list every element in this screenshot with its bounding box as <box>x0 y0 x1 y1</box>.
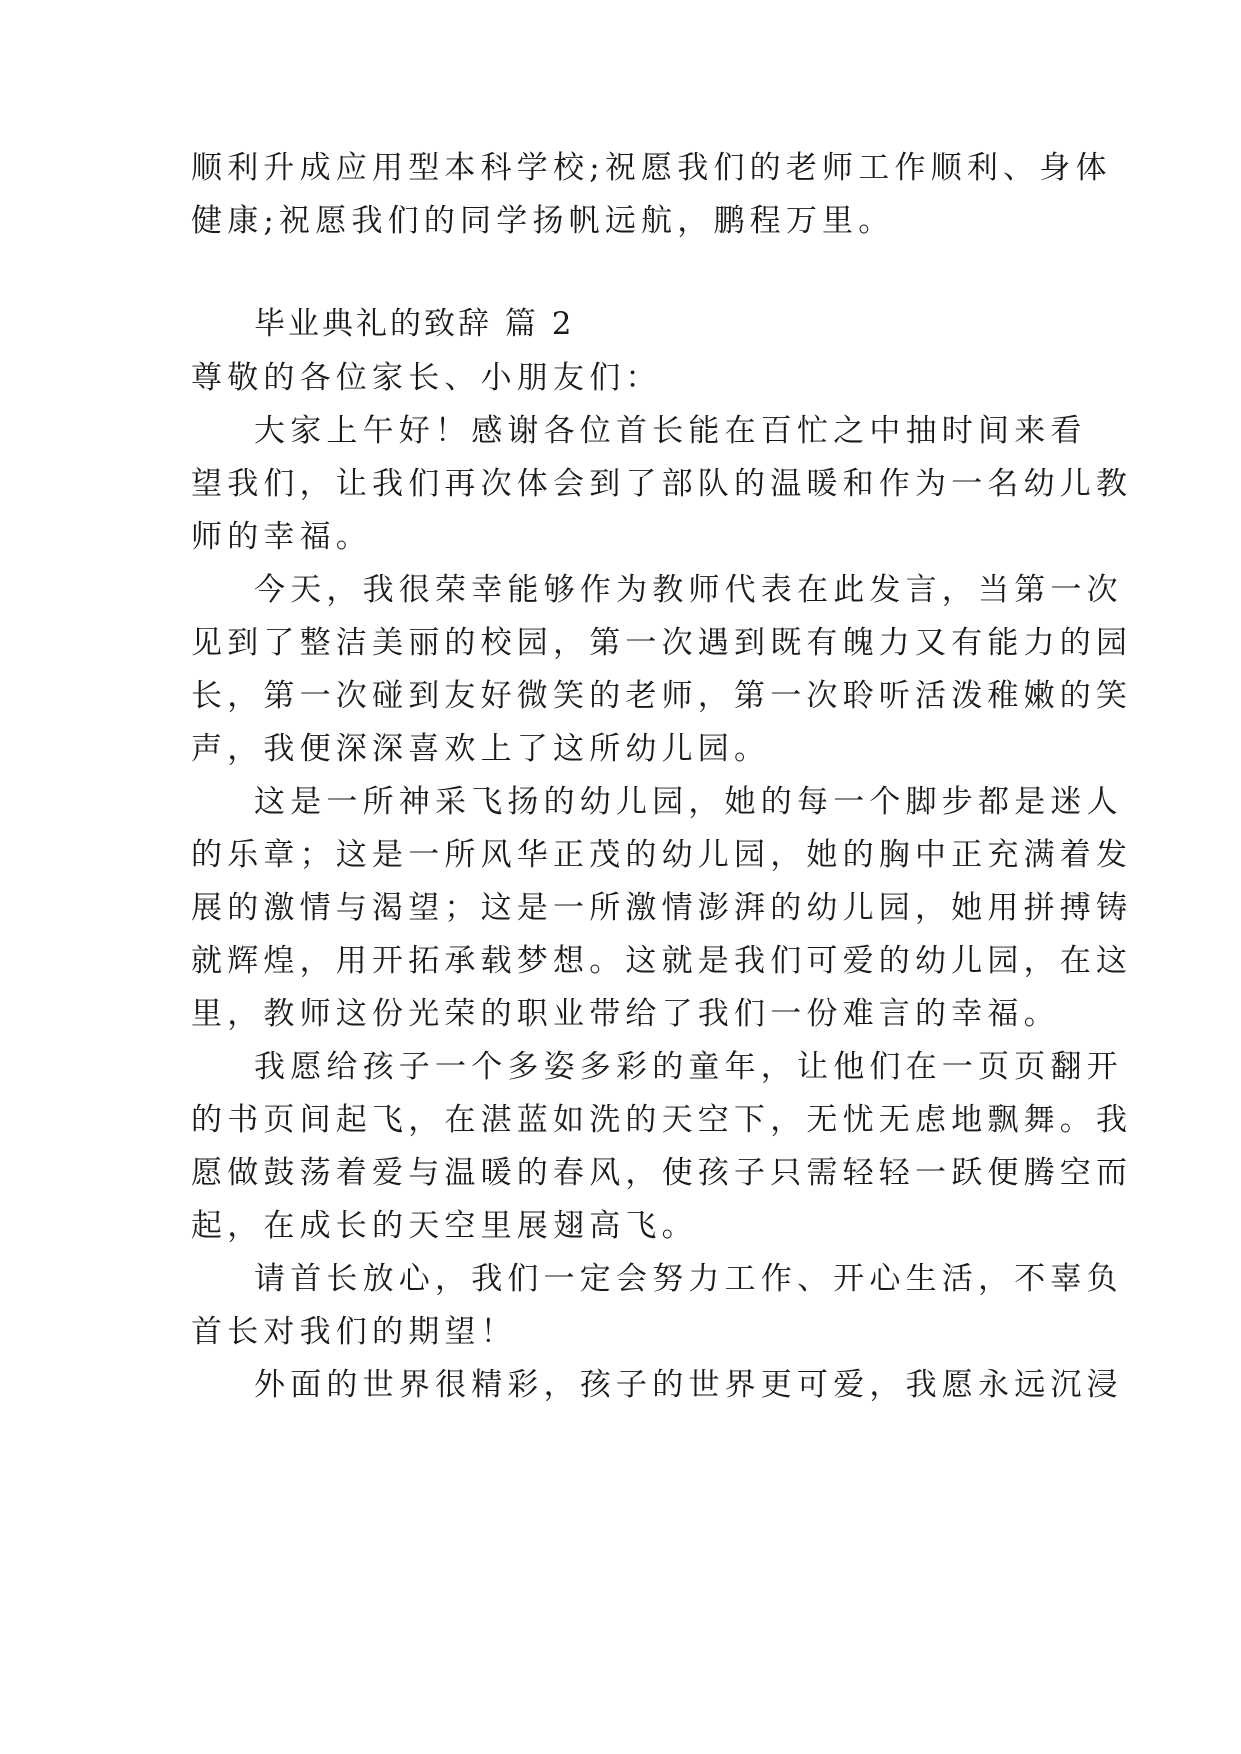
salutation: 尊敬的各位家长、小朋友们： <box>191 360 662 396</box>
text-line: 健康;祝愿我们的同学扬帆远航，鹏程万里。 <box>191 203 895 239</box>
text-line: 里，教师这份光荣的职业带给了我们一份难言的幸福。 <box>191 996 1060 1032</box>
text-line: 望我们，让我们再次体会到了部队的温暖和作为一名幼儿教 <box>191 466 1133 502</box>
text-line: 今天，我很荣幸能够作为教师代表在此发言，当第一次 <box>254 572 1123 608</box>
text-line: 请首长放心，我们一定会努力工作、开心生活，不辜负 <box>254 1261 1123 1297</box>
text-line: 顺利升成应用型本科学校;祝愿我们的老师工作顺利、身体 <box>191 150 1112 186</box>
text-line: 长，第一次碰到友好微笑的老师，第一次聆听活泼稚嫩的笑 <box>191 678 1133 714</box>
text-line: 的乐章；这是一所风华正茂的幼儿园，她的胸中正充满着发 <box>191 837 1133 873</box>
text-line: 愿做鼓荡着爱与温暖的春风，使孩子只需轻轻一跃便腾空而 <box>191 1155 1133 1191</box>
text-line: 我愿给孩子一个多姿多彩的童年，让他们在一页页翻开 <box>254 1049 1123 1085</box>
text-line: 首长对我们的期望！ <box>191 1314 517 1350</box>
text-line: 的书页间起飞，在湛蓝如洗的天空下，无忧无虑地飘舞。我 <box>191 1102 1133 1138</box>
text-line: 起，在成长的天空里展翅高飞。 <box>191 1208 698 1244</box>
text-line: 见到了整洁美丽的校园，第一次遇到既有魄力又有能力的园 <box>191 625 1133 661</box>
text-line: 外面的世界很精彩，孩子的世界更可爱，我愿永远沉浸 <box>254 1367 1123 1403</box>
text-line: 师的幸福。 <box>191 519 372 555</box>
text-line: 大家上午好！感谢各位首长能在百忙之中抽时间来看 <box>254 413 1087 449</box>
text-line: 就辉煌，用开拓承载梦想。这就是我们可爱的幼儿园，在这 <box>191 943 1133 979</box>
text-line: 声，我便深深喜欢上了这所幼儿园。 <box>191 731 771 767</box>
text-line: 展的激情与渴望；这是一所激情澎湃的幼儿园，她用拼搏铸 <box>191 890 1133 926</box>
section-title: 毕业典礼的致辞 篇 2 <box>254 306 575 342</box>
text-line: 这是一所神采飞扬的幼儿园，她的每一个脚步都是迷人 <box>254 784 1123 820</box>
